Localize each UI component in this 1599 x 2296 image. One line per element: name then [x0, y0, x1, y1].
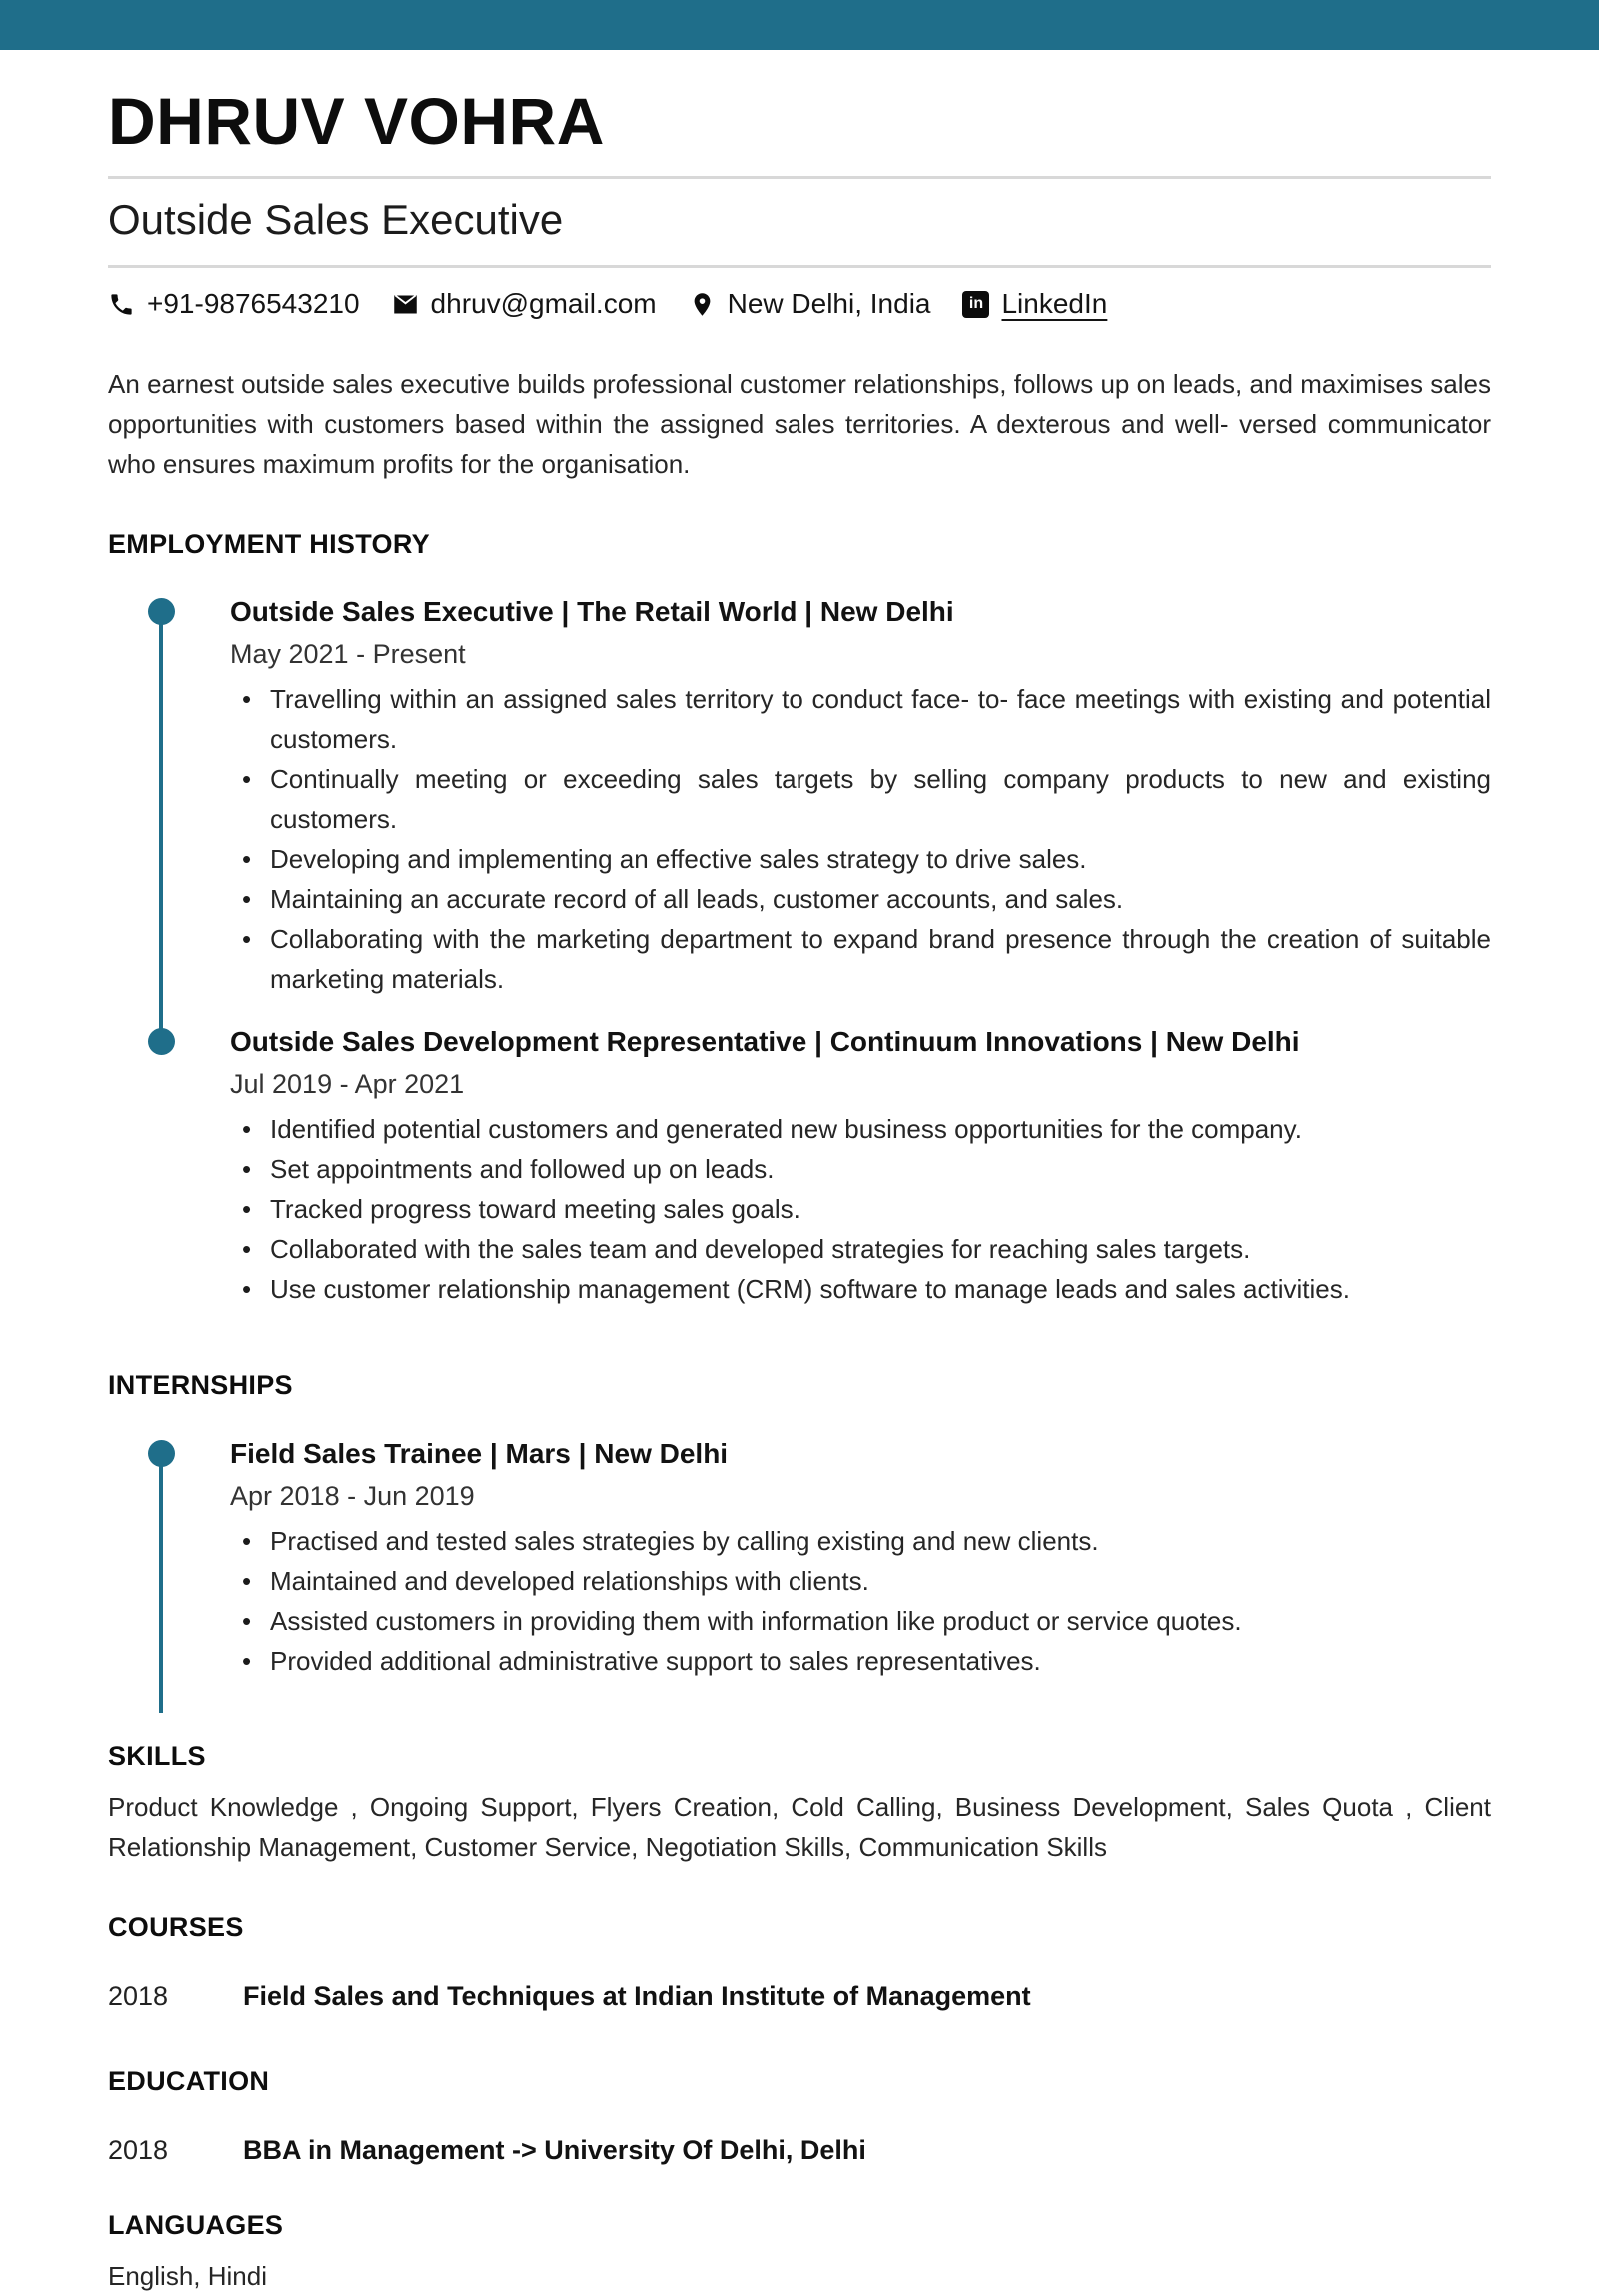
- course-row: [108, 1981, 1491, 2011]
- location-text: New Delhi, India: [727, 288, 931, 320]
- envelope-icon: [392, 291, 419, 318]
- linkedin-link[interactable]: LinkedIn: [1001, 288, 1108, 320]
- bullet-item: • Collaborated with the sales team and developed strategies for reaching sales targets.: [230, 1229, 1491, 1269]
- section-heading-internships: INTERNSHIPS: [108, 1369, 293, 1400]
- phone-icon: [108, 291, 135, 318]
- internship-entry-1: [108, 1439, 1491, 1681]
- languages-text: English, Hindi: [108, 2261, 267, 2292]
- phone-number: +91-9876543210: [147, 288, 360, 320]
- employment-entry-2: [108, 1027, 1491, 1309]
- linkedin-icon-text: in: [968, 295, 984, 313]
- entry-bullets: [230, 1521, 1491, 1681]
- top-accent-bar: [0, 0, 1599, 50]
- section-heading-skills: SKILLS: [108, 1740, 206, 1771]
- bullet-item: • Practised and tested sales strategies by calling existing and new clients.: [230, 1521, 1491, 1561]
- bullet-item: • Maintained and developed relationships with clients.: [230, 1561, 1491, 1601]
- bullet-item: • Collaborating with the marketing department to expand brand presence through the creation of suitable marketing materials.: [230, 919, 1491, 999]
- course-title: Field Sales and Techniques at Indian Institute of Management: [243, 1980, 1031, 2011]
- section-heading-courses: COURSES: [108, 1912, 244, 1943]
- page-title: DHRUV VOHRA: [108, 84, 605, 158]
- timeline-dot: [148, 1028, 175, 1055]
- contact-phone: [108, 288, 360, 320]
- linkedin-icon: [962, 291, 989, 318]
- entry-title: Outside Sales Development Representative | Continuum Innovations | New Delhi: [230, 1025, 1300, 1057]
- entry-bullets: [230, 679, 1491, 999]
- contact-linkedin: [962, 288, 1107, 320]
- entry-title: Field Sales Trainee | Mars | New Delhi: [230, 1437, 729, 1469]
- skills-text: Product Knowledge , Ongoing Support, Flyers Creation, Cold Calling, Business Development, Sales Quota , Client Relationship Management, Customer Service, Negotiation Skills, Communication Skills: [108, 1792, 1491, 1863]
- contact-location: [689, 288, 931, 320]
- bullet-item: • Travelling within an assigned sales territory to conduct face- to- face meetings with existing and potential customers.: [230, 679, 1491, 759]
- bullet-item: • Continually meeting or exceeding sales targets by selling company products to new and existing customers.: [230, 759, 1491, 839]
- entry-dates: May 2021 - Present: [230, 638, 466, 669]
- location-pin-icon: [689, 291, 716, 318]
- education-year: 2018: [108, 2134, 169, 2165]
- entry-bullets: [230, 1109, 1491, 1309]
- employment-entries: [108, 597, 1491, 1309]
- divider-under-name: [108, 176, 1491, 179]
- section-heading-employment: EMPLOYMENT HISTORY: [108, 529, 430, 560]
- email-address: dhruv@gmail.com: [430, 288, 657, 320]
- contact-email: [392, 288, 657, 320]
- section-heading-education: EDUCATION: [108, 2065, 270, 2096]
- employment-entry-1: [108, 597, 1491, 999]
- divider-under-title: [108, 265, 1491, 268]
- education-title: BBA in Management -> University Of Delhi, Delhi: [243, 2134, 866, 2165]
- internship-entries: [108, 1439, 1491, 1681]
- bullet-item: • Set appointments and followed up on leads.: [230, 1149, 1491, 1189]
- course-year: 2018: [108, 1980, 169, 2011]
- resume-content: [0, 84, 1599, 2296]
- entry-dates: Jul 2019 - Apr 2021: [230, 1068, 465, 1099]
- summary-text: An earnest outside sales executive builds professional customer relationships, follows up on leads, and maximises sales opportunities with customers based within the assigned sales territories. A dexterous and well- versed communicator who ensures maximum profits for the organisation.: [108, 369, 1491, 480]
- timeline-line: [159, 1463, 163, 1713]
- section-heading-languages: LANGUAGES: [108, 2209, 284, 2240]
- job-title: Outside Sales Executive: [108, 196, 564, 243]
- bullet-item: • Provided additional administrative support to sales representatives.: [230, 1641, 1491, 1681]
- bullet-item: • Use customer relationship management (CRM) software to manage leads and sales activities.: [230, 1269, 1491, 1309]
- bullet-item: • Identified potential customers and generated new business opportunities for the company.: [230, 1109, 1491, 1149]
- entry-dates: Apr 2018 - Jun 2019: [230, 1480, 475, 1511]
- timeline-line: [159, 621, 163, 1043]
- bullet-item: • Assisted customers in providing them with information like product or service quotes.: [230, 1601, 1491, 1641]
- bullet-item: • Maintaining an accurate record of all leads, customer accounts, and sales.: [230, 879, 1491, 919]
- bullet-item: • Developing and implementing an effective sales strategy to drive sales.: [230, 839, 1491, 879]
- education-row: [108, 2135, 1491, 2165]
- contact-row: [108, 288, 1491, 320]
- bullet-item: • Tracked progress toward meeting sales goals.: [230, 1189, 1491, 1229]
- entry-title: Outside Sales Executive | The Retail World | New Delhi: [230, 595, 954, 627]
